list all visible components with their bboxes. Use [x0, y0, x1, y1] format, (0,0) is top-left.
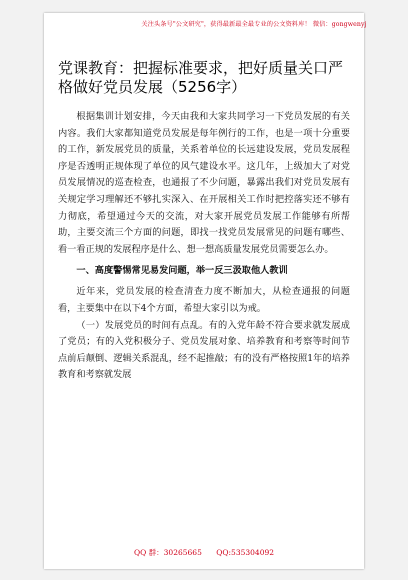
contact-footer [44, 547, 364, 558]
document-title: 党课教育：把握标准要求，把好质量关口严格做好党员发展（5256字） [58, 59, 344, 96]
section-paragraph: （一）发展党员的时间有点乱。有的入党年龄不符合要求就发展成了党员；有的入党积极分子、党员发展对象、培养教育和考察等时间节点前后颠倒、逻辑关系混乱，经不起推敲；有的没有严格按照1年的培养教育和考察就发展 [58, 319, 350, 381]
document-body [58, 109, 350, 384]
document-page [44, 13, 367, 569]
section-paragraph: 近年来，党员发展的检查清查力度不断加大，从检查通报的问题看，主要集中在以下4个方面，希望大家引以为戒。 [58, 286, 350, 314]
section-heading: 一、高度警惕常见易发问题，举一反三汲取他人教训 [76, 265, 288, 277]
qq-text: QQ:535304092 [216, 548, 275, 557]
qq-group-text: QQ 群：30265665 [133, 548, 202, 557]
promo-banner: 关注头条号"公文研究"，获得最新最全最专业的公文资料库！ 微信：gongwenyj [141, 21, 367, 28]
intro-paragraph: 根据集训计划安排，今天由我和大家共同学习一下党员发展的有关内容。我们大家都知道党员发展是每年例行的工作，也是一项十分重要的工作，新发展党员的质量，关系着单位的长远建设发展，党员发展程序是否透明正规体现了单位的风气建设水平。这几年，上级加大了对党员发展情况的巡查检查，也通报了不少问题，暴露出我们对党员发展有关规定学习理解还不够扎实深入、在开展相关工作时把控落实还不够有力彻底，希望通过今天的交流，对大家开展党员发展工作能够有所帮助，主要交流三个方面的问题，即找一找党员发展常见的问题有哪些、看一看正规的发展程序是什么、想一想高质量发展党员需要怎么办。 [58, 111, 350, 255]
